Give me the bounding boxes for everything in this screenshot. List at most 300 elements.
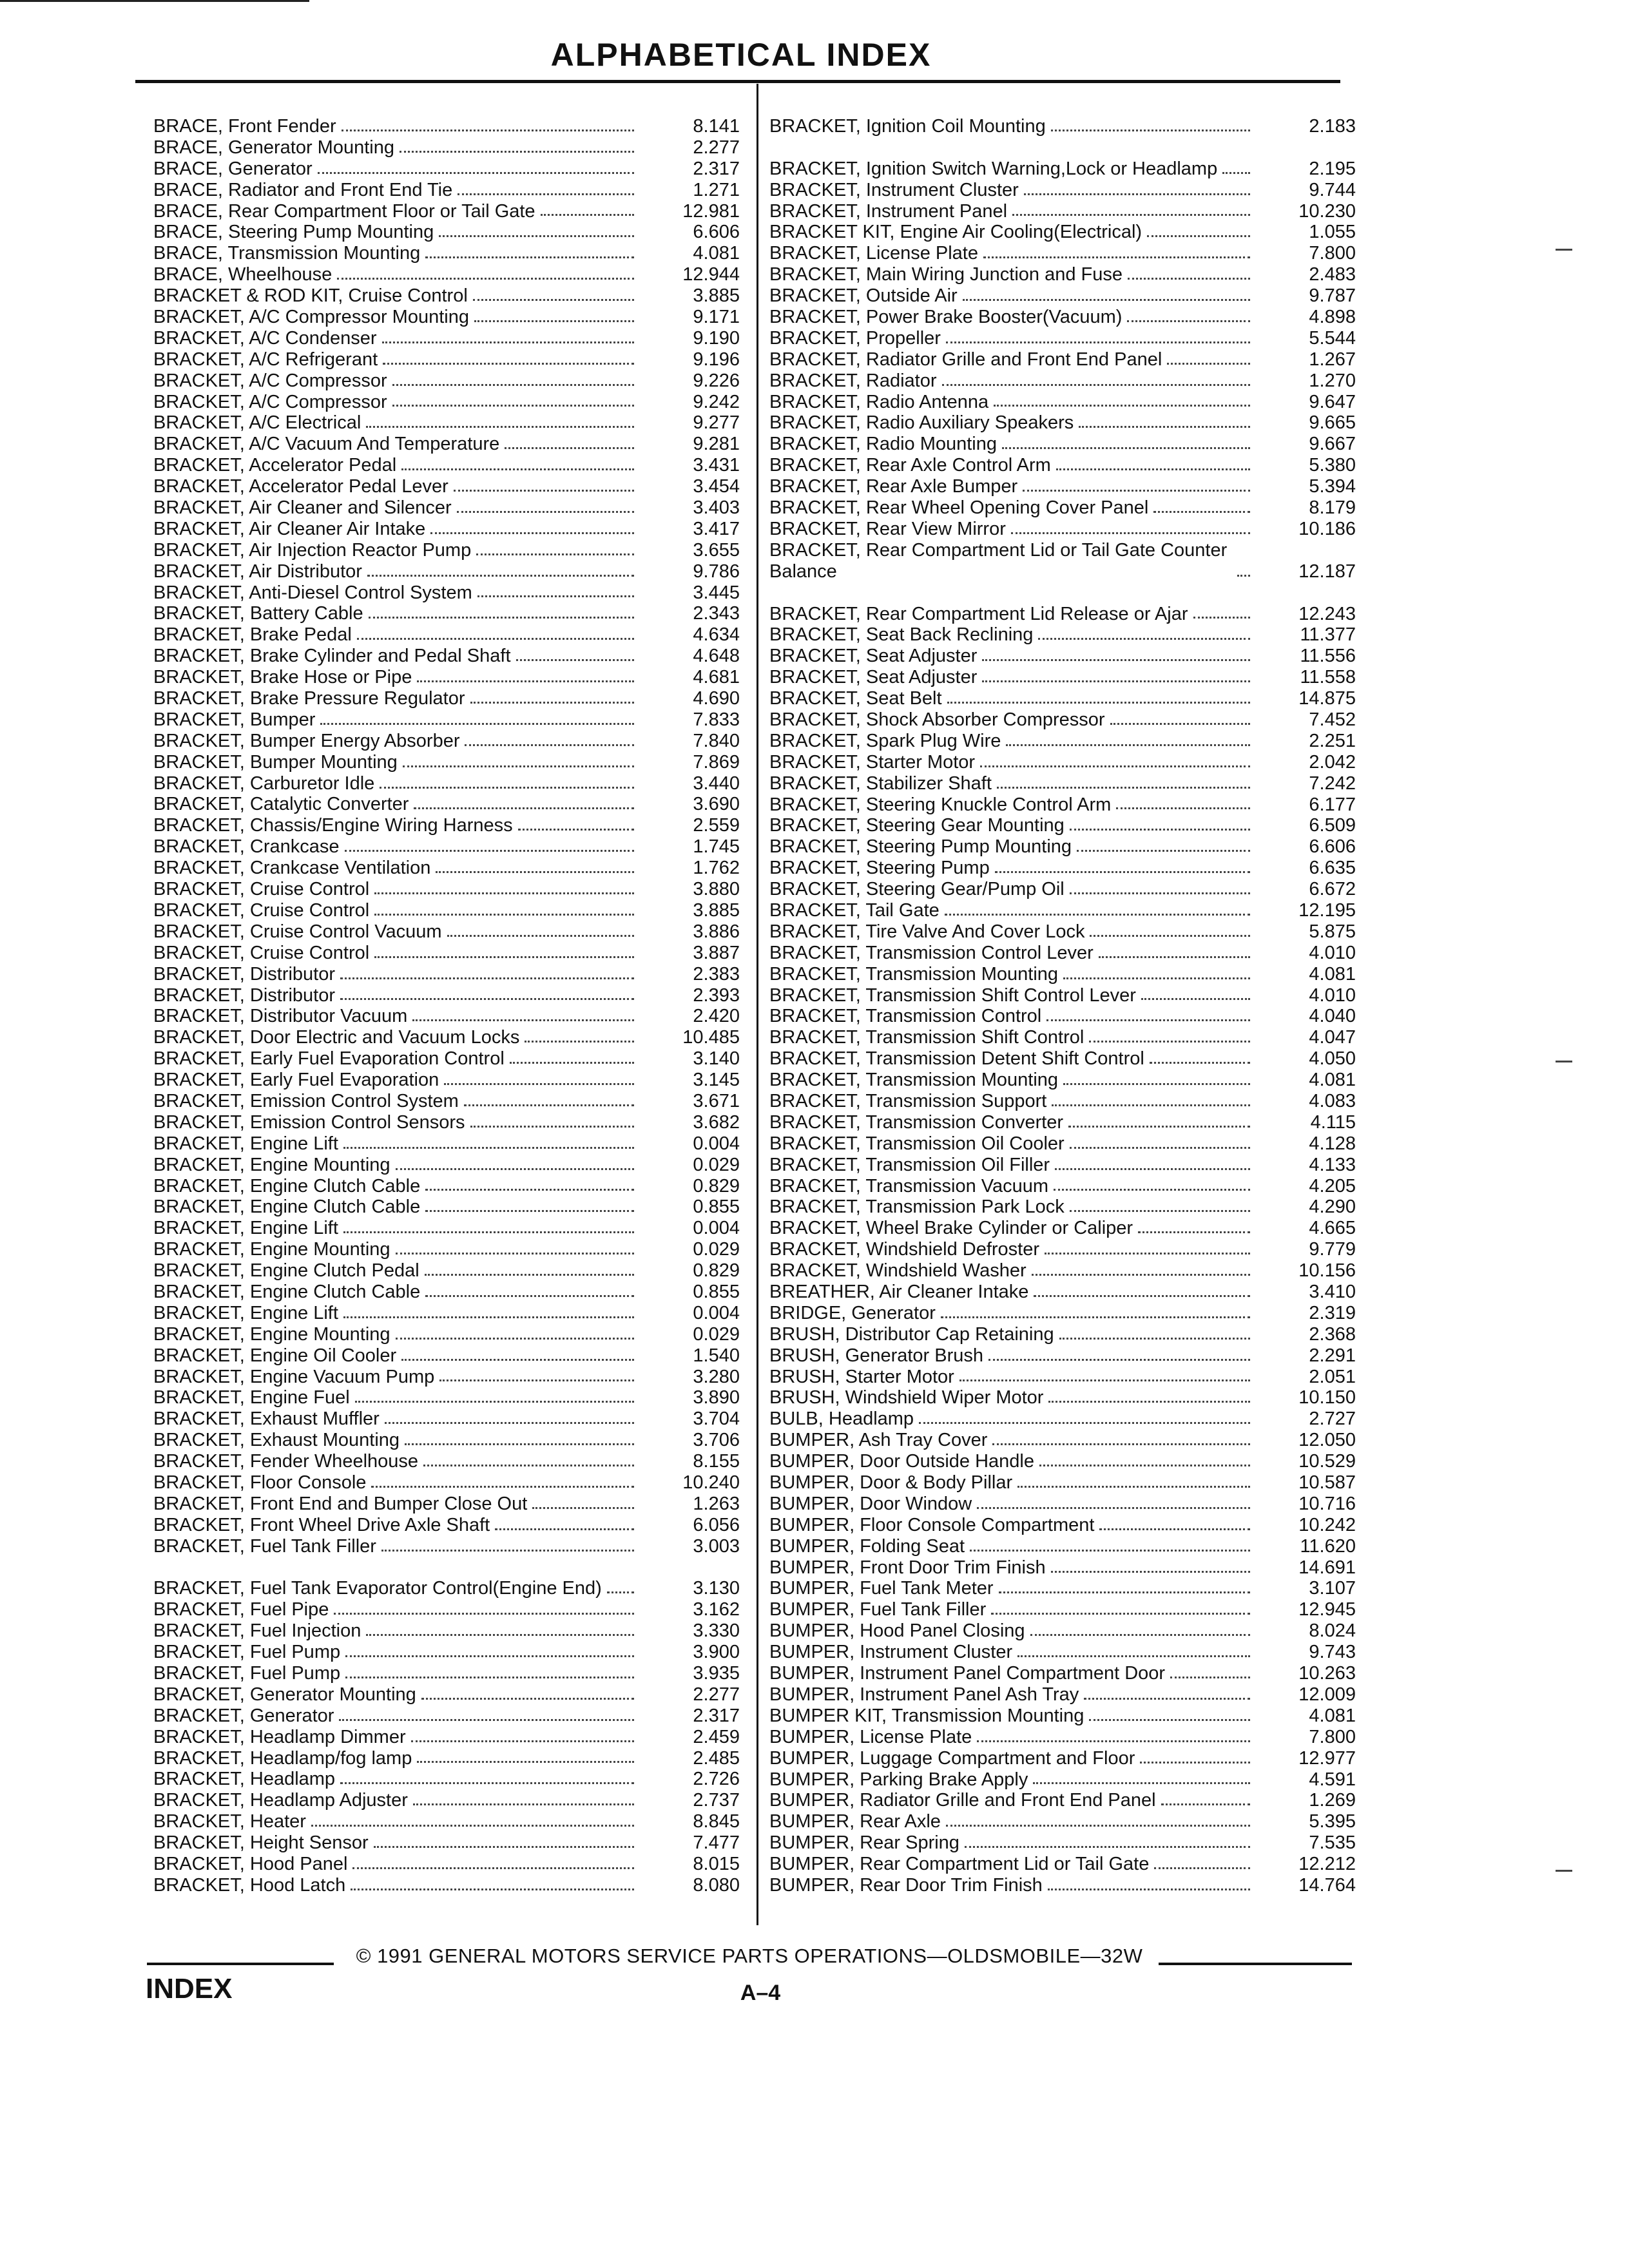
index-entry: [769, 476, 1356, 497]
index-entry: [153, 116, 740, 137]
index-entry: [153, 1472, 740, 1494]
entry-name: BRACKET, Front End and Bumper Close Out: [153, 1493, 528, 1514]
index-entry: [769, 667, 1356, 688]
dot-leader: [1002, 447, 1250, 449]
dot-leader: [403, 765, 634, 767]
dot-leader: [351, 1888, 634, 1890]
entry-page-ref: 11.620: [1300, 1535, 1356, 1557]
entry-page-ref: 2.051: [1309, 1366, 1356, 1387]
entry-name: BRACKET, Power Brake Booster(Vacuum): [769, 307, 1123, 328]
index-entry: [153, 1027, 740, 1048]
index-entry: [769, 1006, 1356, 1027]
index-entry: [769, 116, 1356, 137]
dot-leader: [352, 1867, 634, 1869]
entry-page-ref: 3.330: [693, 1620, 740, 1642]
dot-leader: [474, 320, 634, 322]
index-entry: [769, 1875, 1356, 1896]
entry-page-ref: 3.162: [693, 1599, 740, 1620]
entry-page-ref: 3.887: [693, 942, 740, 963]
index-entry: [769, 201, 1356, 222]
index-entry: [153, 1494, 740, 1515]
dot-leader: [965, 1846, 1250, 1848]
entry-name: BRACKET, Headlamp Adjuster: [153, 1790, 408, 1811]
dot-leader: [983, 256, 1250, 258]
entry-name: BRACKET, Brake Pressure Regulator: [153, 688, 465, 709]
entry-page-ref: 9.779: [1309, 1239, 1356, 1260]
index-entry: [153, 476, 740, 497]
entry-name: BUMPER, Rear Door Trim Finish: [769, 1874, 1043, 1896]
dot-leader: [345, 1655, 634, 1657]
dot-leader: [1059, 1338, 1250, 1340]
dot-leader: [425, 1295, 634, 1297]
entry-page-ref: 8.015: [693, 1854, 740, 1875]
entry-name: BUMPER, Fuel Tank Meter: [769, 1578, 994, 1599]
dot-leader: [454, 490, 634, 492]
entry-page-ref: 0.855: [693, 1281, 740, 1302]
entry-page-ref: 0.829: [693, 1260, 740, 1282]
index-entry: [769, 1367, 1356, 1388]
dot-leader: [340, 998, 634, 1000]
dot-leader: [1056, 468, 1250, 470]
dot-leader: [343, 1147, 634, 1149]
dot-leader: [367, 575, 634, 577]
dot-leader: [401, 468, 634, 470]
dot-leader: [525, 1041, 634, 1043]
dot-leader: [1089, 1719, 1250, 1721]
entry-page-ref: 4.665: [1309, 1218, 1356, 1239]
entry-name: BRACKET, Tire Valve And Cover Lock: [769, 921, 1085, 942]
dot-leader: [374, 956, 634, 958]
index-entry: [769, 1387, 1356, 1408]
dot-leader: [1070, 829, 1250, 831]
entry-name: BRACKET, Height Sensor: [153, 1832, 369, 1854]
dot-leader: [425, 1274, 634, 1276]
index-entry: [153, 582, 740, 604]
index-entry: [769, 1112, 1356, 1133]
index-entry: [153, 603, 740, 624]
dot-leader: [413, 1803, 634, 1805]
dot-leader: [423, 1465, 634, 1466]
dot-leader: [439, 1379, 634, 1381]
column-divider: [757, 84, 758, 1925]
entry-page-ref: 12.945: [1298, 1599, 1356, 1620]
index-entry: [769, 1196, 1356, 1218]
entry-name: BRACKET, Steering Gear/Pump Oil: [769, 879, 1065, 900]
entry-name: BRACKET, Propeller: [769, 327, 941, 349]
entry-name: BRACKET, Fuel Pipe: [153, 1599, 329, 1620]
entry-page-ref: 3.704: [693, 1408, 740, 1430]
dot-leader: [1147, 235, 1250, 237]
index-entry: [153, 392, 740, 413]
entry-name: BREATHER, Air Cleaner Intake: [769, 1282, 1029, 1303]
entry-name: BRUSH, Distributor Cap Retaining: [769, 1323, 1054, 1345]
dot-leader: [425, 1189, 634, 1191]
entry-page-ref: 3.145: [693, 1070, 740, 1091]
entry-page-ref: 7.800: [1309, 243, 1356, 264]
entry-page-ref: 3.454: [693, 476, 740, 497]
entry-page-ref: 10.263: [1298, 1663, 1356, 1684]
entry-name: BRACKET, Wheel Brake Cylinder or Caliper: [769, 1218, 1133, 1239]
dot-leader: [1038, 638, 1250, 640]
entry-page-ref: 9.242: [693, 391, 740, 412]
entry-page-ref: 2.251: [1309, 730, 1356, 751]
entry-page-ref: 7.452: [1309, 709, 1356, 730]
entry-name: BUMPER, Instrument Cluster: [769, 1642, 1013, 1663]
index-entry: [153, 836, 740, 858]
title-rule: [135, 80, 1340, 83]
entry-name: BRACKET, Rear View Mirror: [769, 518, 1006, 539]
entry-name: BRACKET, A/C Compressor Mounting: [153, 307, 469, 327]
index-entry: [153, 285, 740, 307]
entry-page-ref: 5.380: [1309, 455, 1356, 476]
dot-leader: [345, 1677, 634, 1678]
index-entry: [769, 879, 1356, 900]
index-entry: [153, 1620, 740, 1642]
entry-name: BRACE, Transmission Mounting: [153, 243, 421, 264]
index-entry: [153, 349, 740, 370]
entry-name: BRACE, Rear Compartment Floor or Tail Gate: [153, 200, 535, 222]
dot-leader: [339, 1719, 634, 1721]
index-entry: [769, 1048, 1356, 1070]
index-entry: [769, 1663, 1356, 1684]
entry-name: BRACKET, Brake Pedal: [153, 624, 352, 646]
entry-page-ref: 4.010: [1309, 942, 1356, 963]
dot-leader: [1024, 193, 1250, 195]
entry-name: BRACE, Steering Pump Mounting: [153, 222, 434, 243]
entry-name: BRACKET, Exhaust Muffler: [153, 1408, 380, 1430]
dot-leader: [396, 1338, 634, 1340]
dot-leader: [465, 744, 634, 746]
dot-leader: [342, 130, 634, 131]
footer-rule-right: [1159, 1963, 1352, 1965]
dot-leader: [476, 553, 634, 555]
index-entry: [769, 392, 1356, 413]
index-entry: [153, 985, 740, 1006]
dot-leader: [992, 1443, 1250, 1445]
index-entry: [153, 1324, 740, 1345]
dot-leader: [947, 702, 1250, 704]
index-entry: [153, 1387, 740, 1408]
dot-leader: [1011, 532, 1250, 534]
index-entry: [153, 1684, 740, 1706]
entry-name: BRACKET, Early Fuel Evaporation: [153, 1070, 439, 1091]
entry-page-ref: 9.786: [693, 561, 740, 582]
dot-leader: [470, 1126, 635, 1128]
index-entry: [153, 1811, 740, 1832]
entry-name: BRACKET, Radio Antenna: [769, 391, 989, 412]
index-entry: [153, 1515, 740, 1536]
entry-page-ref: 8.155: [693, 1451, 740, 1472]
dot-leader: [941, 1316, 1250, 1318]
entry-name: BRACKET, Generator Mounting: [153, 1684, 416, 1705]
entry-page-ref: 0.855: [693, 1196, 740, 1218]
index-entry: [153, 540, 740, 561]
entry-page-ref: 1.540: [693, 1345, 740, 1366]
entry-page-ref: 3.935: [693, 1663, 740, 1684]
entry-name: BRACKET, Battery Cable: [153, 603, 363, 624]
index-entry: [153, 1091, 740, 1112]
entry-name: BRACKET, Steering Pump: [769, 858, 990, 879]
dot-leader: [473, 299, 634, 301]
dot-leader: [982, 680, 1250, 682]
entry-name: BRACKET, Distributor: [153, 963, 336, 985]
entry-name: BUMPER, Floor Console Compartment: [769, 1514, 1095, 1535]
entry-name: BRACKET, Brake Hose or Pipe: [153, 667, 412, 688]
index-entry: [769, 264, 1356, 285]
dot-leader: [1138, 1231, 1250, 1233]
dot-leader: [982, 659, 1250, 661]
dot-leader: [1222, 172, 1250, 174]
dot-leader: [1033, 1782, 1250, 1784]
entry-page-ref: 5.544: [1309, 327, 1356, 349]
entry-page-ref: 10.529: [1298, 1451, 1356, 1472]
dot-leader: [396, 1168, 634, 1170]
index-entry: [769, 731, 1356, 752]
dot-leader: [425, 1210, 634, 1212]
index-entry: [769, 1155, 1356, 1176]
index-entry: [769, 1260, 1356, 1282]
dot-leader: [1052, 1104, 1250, 1106]
dot-leader: [977, 1740, 1250, 1742]
entry-name: BRACKET, Chassis/Engine Wiring Harness: [153, 815, 513, 836]
entry-page-ref: 4.205: [1309, 1175, 1356, 1196]
entry-name: BRUSH, Starter Motor: [769, 1366, 954, 1387]
entry-page-ref: 0.029: [693, 1239, 740, 1260]
entry-page-ref: 4.591: [1309, 1769, 1356, 1790]
entry-page-ref: 2.368: [1309, 1323, 1356, 1345]
index-entry: [769, 1642, 1356, 1663]
entry-page-ref: 2.183: [1309, 115, 1356, 137]
entry-page-ref: 10.716: [1298, 1493, 1356, 1514]
index-entry: [769, 624, 1356, 646]
entry-page-ref: 9.277: [693, 412, 740, 434]
dot-leader: [1055, 1168, 1250, 1170]
entry-page-ref: 6.606: [1309, 836, 1356, 858]
dot-leader: [392, 384, 634, 386]
dot-leader: [411, 1740, 634, 1742]
index-entry: [153, 879, 740, 900]
entry-name: BRACKET, Transmission Vacuum: [769, 1175, 1048, 1196]
entry-page-ref: 4.047: [1309, 1027, 1356, 1048]
index-entry: [153, 1006, 740, 1027]
entry-page-ref: 12.944: [682, 264, 740, 285]
dot-leader: [980, 765, 1250, 767]
entry-name: BRACKET, Emission Control Sensors: [153, 1111, 465, 1133]
entry-page-ref: 14.691: [1298, 1557, 1356, 1578]
entry-page-ref: 3.140: [693, 1048, 740, 1070]
dot-leader: [607, 1591, 634, 1593]
index-entry: [153, 1282, 740, 1303]
dot-leader: [1084, 1698, 1250, 1700]
entry-name: BRACKET, Transmission Mounting: [769, 963, 1059, 985]
index-entry: [769, 434, 1356, 455]
dot-leader: [385, 1422, 634, 1424]
entry-page-ref: 0.004: [693, 1302, 740, 1323]
dot-leader: [1167, 363, 1250, 365]
index-entry: [153, 264, 740, 285]
index-entry: [153, 1832, 740, 1854]
entry-name: BRACKET, Rear Wheel Opening Cover Panel: [769, 497, 1149, 519]
index-entry: [769, 1579, 1356, 1600]
entry-name: BRACKET, Instrument Cluster: [769, 179, 1019, 200]
entry-name: BRACKET, Fender Wheelhouse: [153, 1451, 419, 1472]
entry-name: BRACKET, Transmission Park Lock: [769, 1196, 1065, 1218]
entry-name: BRACKET, Engine Mounting: [153, 1323, 390, 1345]
entry-name: BRACKET, Transmission Shift Control Lever: [769, 985, 1136, 1006]
entry-name: BRACKET, Cruise Control Vacuum: [153, 921, 442, 942]
index-entry: [769, 1218, 1356, 1239]
index-entry: [153, 624, 740, 646]
index-entry: [769, 540, 1356, 582]
entry-name: BRACKET, Distributor Vacuum: [153, 1006, 408, 1027]
index-entry: [769, 1303, 1356, 1324]
entry-page-ref: 11.377: [1300, 624, 1356, 646]
entry-page-ref: 3.900: [693, 1642, 740, 1663]
entry-page-ref: 7.869: [693, 751, 740, 773]
index-entry: [769, 985, 1356, 1006]
entry-name: BUMPER, Fuel Tank Filler: [769, 1599, 987, 1620]
dot-leader: [421, 1698, 634, 1700]
entry-name: BRACKET, Transmission Mounting: [769, 1070, 1059, 1091]
entry-page-ref: 2.420: [693, 1006, 740, 1027]
dot-leader: [1150, 1062, 1250, 1064]
entry-page-ref: 4.898: [1309, 307, 1356, 328]
entry-page-ref: 7.833: [693, 709, 740, 730]
entry-page-ref: 1.762: [693, 858, 740, 879]
entry-name: BRACKET, Shock Absorber Compressor: [769, 709, 1105, 730]
index-entry: [153, 1239, 740, 1260]
entry-page-ref: 4.050: [1309, 1048, 1356, 1070]
entry-name: BRACKET, Air Cleaner Air Intake: [153, 518, 426, 539]
entry-page-ref: 6.177: [1309, 794, 1356, 815]
dot-leader: [1154, 1867, 1250, 1869]
dot-leader: [464, 1104, 634, 1106]
dot-leader: [430, 532, 634, 534]
index-entry: [769, 1408, 1356, 1430]
entry-name: BRACKET, Engine Clutch Pedal: [153, 1260, 419, 1282]
dot-leader: [1193, 617, 1250, 619]
entry-page-ref: 3.890: [693, 1387, 740, 1408]
index-entry: [769, 1727, 1356, 1748]
entry-name: BRUSH, Windshield Wiper Motor: [769, 1387, 1044, 1408]
entry-name: BRACKET, Headlamp: [153, 1769, 336, 1790]
index-entry: [769, 285, 1356, 307]
entry-page-ref: 3.671: [693, 1090, 740, 1111]
margin-mark: [1556, 1061, 1572, 1062]
entry-name: BRACKET, Fuel Tank Evaporator Control(Engine End): [153, 1578, 602, 1599]
entry-name: BRACKET, Outside Air: [769, 285, 958, 307]
index-entry: [153, 455, 740, 476]
entry-name: BUMPER, Instrument Panel Ash Tray: [769, 1684, 1079, 1705]
entry-name: BRACKET, Engine Lift: [153, 1218, 338, 1239]
entry-name: BRACKET, Radiator Grille and Front End Panel: [769, 349, 1162, 370]
index-entry: [769, 1748, 1356, 1769]
entry-name: BRACKET, Transmission Shift Control: [769, 1027, 1084, 1048]
entry-page-ref: 2.383: [693, 963, 740, 985]
entry-name: BRACKET, Transmission Detent Shift Control: [769, 1048, 1144, 1070]
entry-name: BRACKET, Rear Axle Control Arm: [769, 455, 1051, 476]
entry-name: BUMPER, Door Window: [769, 1493, 972, 1514]
dot-leader: [1017, 1655, 1250, 1657]
index-entry: [153, 1070, 740, 1091]
entry-page-ref: 10.230: [1298, 200, 1356, 222]
entry-name: BRACKET, Seat Adjuster: [769, 646, 978, 667]
entry-name: BUMPER, Rear Spring: [769, 1832, 959, 1854]
index-entry: [769, 349, 1356, 370]
entry-name: BRACKET, Engine Fuel: [153, 1387, 350, 1408]
index-entry: [769, 137, 1356, 180]
index-entry: [769, 752, 1356, 773]
index-entry: [153, 752, 740, 773]
dot-leader: [1046, 1019, 1250, 1021]
index-entry: [769, 836, 1356, 858]
entry-name: BRACKET, Engine Clutch Cable: [153, 1196, 421, 1218]
entry-page-ref: 12.195: [1298, 899, 1356, 921]
index-entry: [153, 137, 740, 159]
entry-name: BRACKET & ROD KIT, Cruise Control: [153, 285, 468, 307]
entry-name: BUMPER, Parking Brake Apply: [769, 1769, 1028, 1790]
entry-name: BRACKET, Fuel Injection: [153, 1620, 361, 1642]
entry-page-ref: 12.977: [1298, 1747, 1356, 1769]
entry-page-ref: 9.171: [693, 307, 740, 327]
entry-name: BRACKET, Brake Cylinder and Pedal Shaft: [153, 646, 511, 667]
index-entry: [769, 815, 1356, 836]
entry-name: BRACKET, Windshield Defroster: [769, 1239, 1040, 1260]
index-entry: [153, 1875, 740, 1896]
entry-name: BRACKET, Fuel Pump: [153, 1663, 341, 1684]
index-entry: [153, 1155, 740, 1176]
index-entry: [769, 1790, 1356, 1811]
entry-page-ref: 9.744: [1309, 179, 1356, 200]
entry-page-ref: 1.267: [1309, 349, 1356, 370]
dot-leader: [1030, 1634, 1250, 1636]
dot-leader: [1045, 1253, 1250, 1254]
entry-page-ref: 2.343: [693, 603, 740, 624]
entry-name: BRACKET, Ignition Coil Mounting: [769, 115, 1046, 137]
dot-leader: [436, 871, 634, 873]
entry-page-ref: 6.635: [1309, 858, 1356, 879]
entry-page-ref: 2.483: [1309, 264, 1356, 285]
dot-leader: [414, 807, 634, 809]
index-entry: [153, 646, 740, 667]
dot-leader: [343, 1231, 634, 1233]
dot-leader: [1051, 130, 1250, 131]
index-entry: [769, 1091, 1356, 1112]
entry-page-ref: 4.115: [1310, 1111, 1356, 1133]
entry-page-ref: 8.024: [1309, 1620, 1356, 1642]
entry-page-ref: 6.672: [1309, 879, 1356, 900]
dot-leader: [963, 299, 1250, 301]
dot-leader: [311, 1825, 634, 1827]
entry-name: BRACKET, Steering Pump Mounting: [769, 836, 1072, 858]
index-entry: [153, 307, 740, 328]
entry-name: BUMPER, Luggage Compartment and Floor: [769, 1747, 1135, 1769]
dot-leader: [382, 341, 634, 343]
index-entry: [153, 1048, 740, 1070]
dot-leader: [366, 1634, 634, 1636]
dot-leader: [1116, 807, 1250, 809]
index-entry: [153, 1133, 740, 1155]
entry-page-ref: 10.150: [1298, 1387, 1356, 1408]
page-number: A–4: [740, 1981, 781, 2005]
entry-page-ref: 2.727: [1309, 1408, 1356, 1430]
index-entry: [153, 1408, 740, 1430]
entry-page-ref: 3.130: [693, 1578, 740, 1599]
dot-leader: [1153, 511, 1250, 513]
dot-leader: [1099, 1528, 1250, 1530]
index-entry: [769, 1176, 1356, 1197]
dot-leader: [1127, 320, 1250, 322]
